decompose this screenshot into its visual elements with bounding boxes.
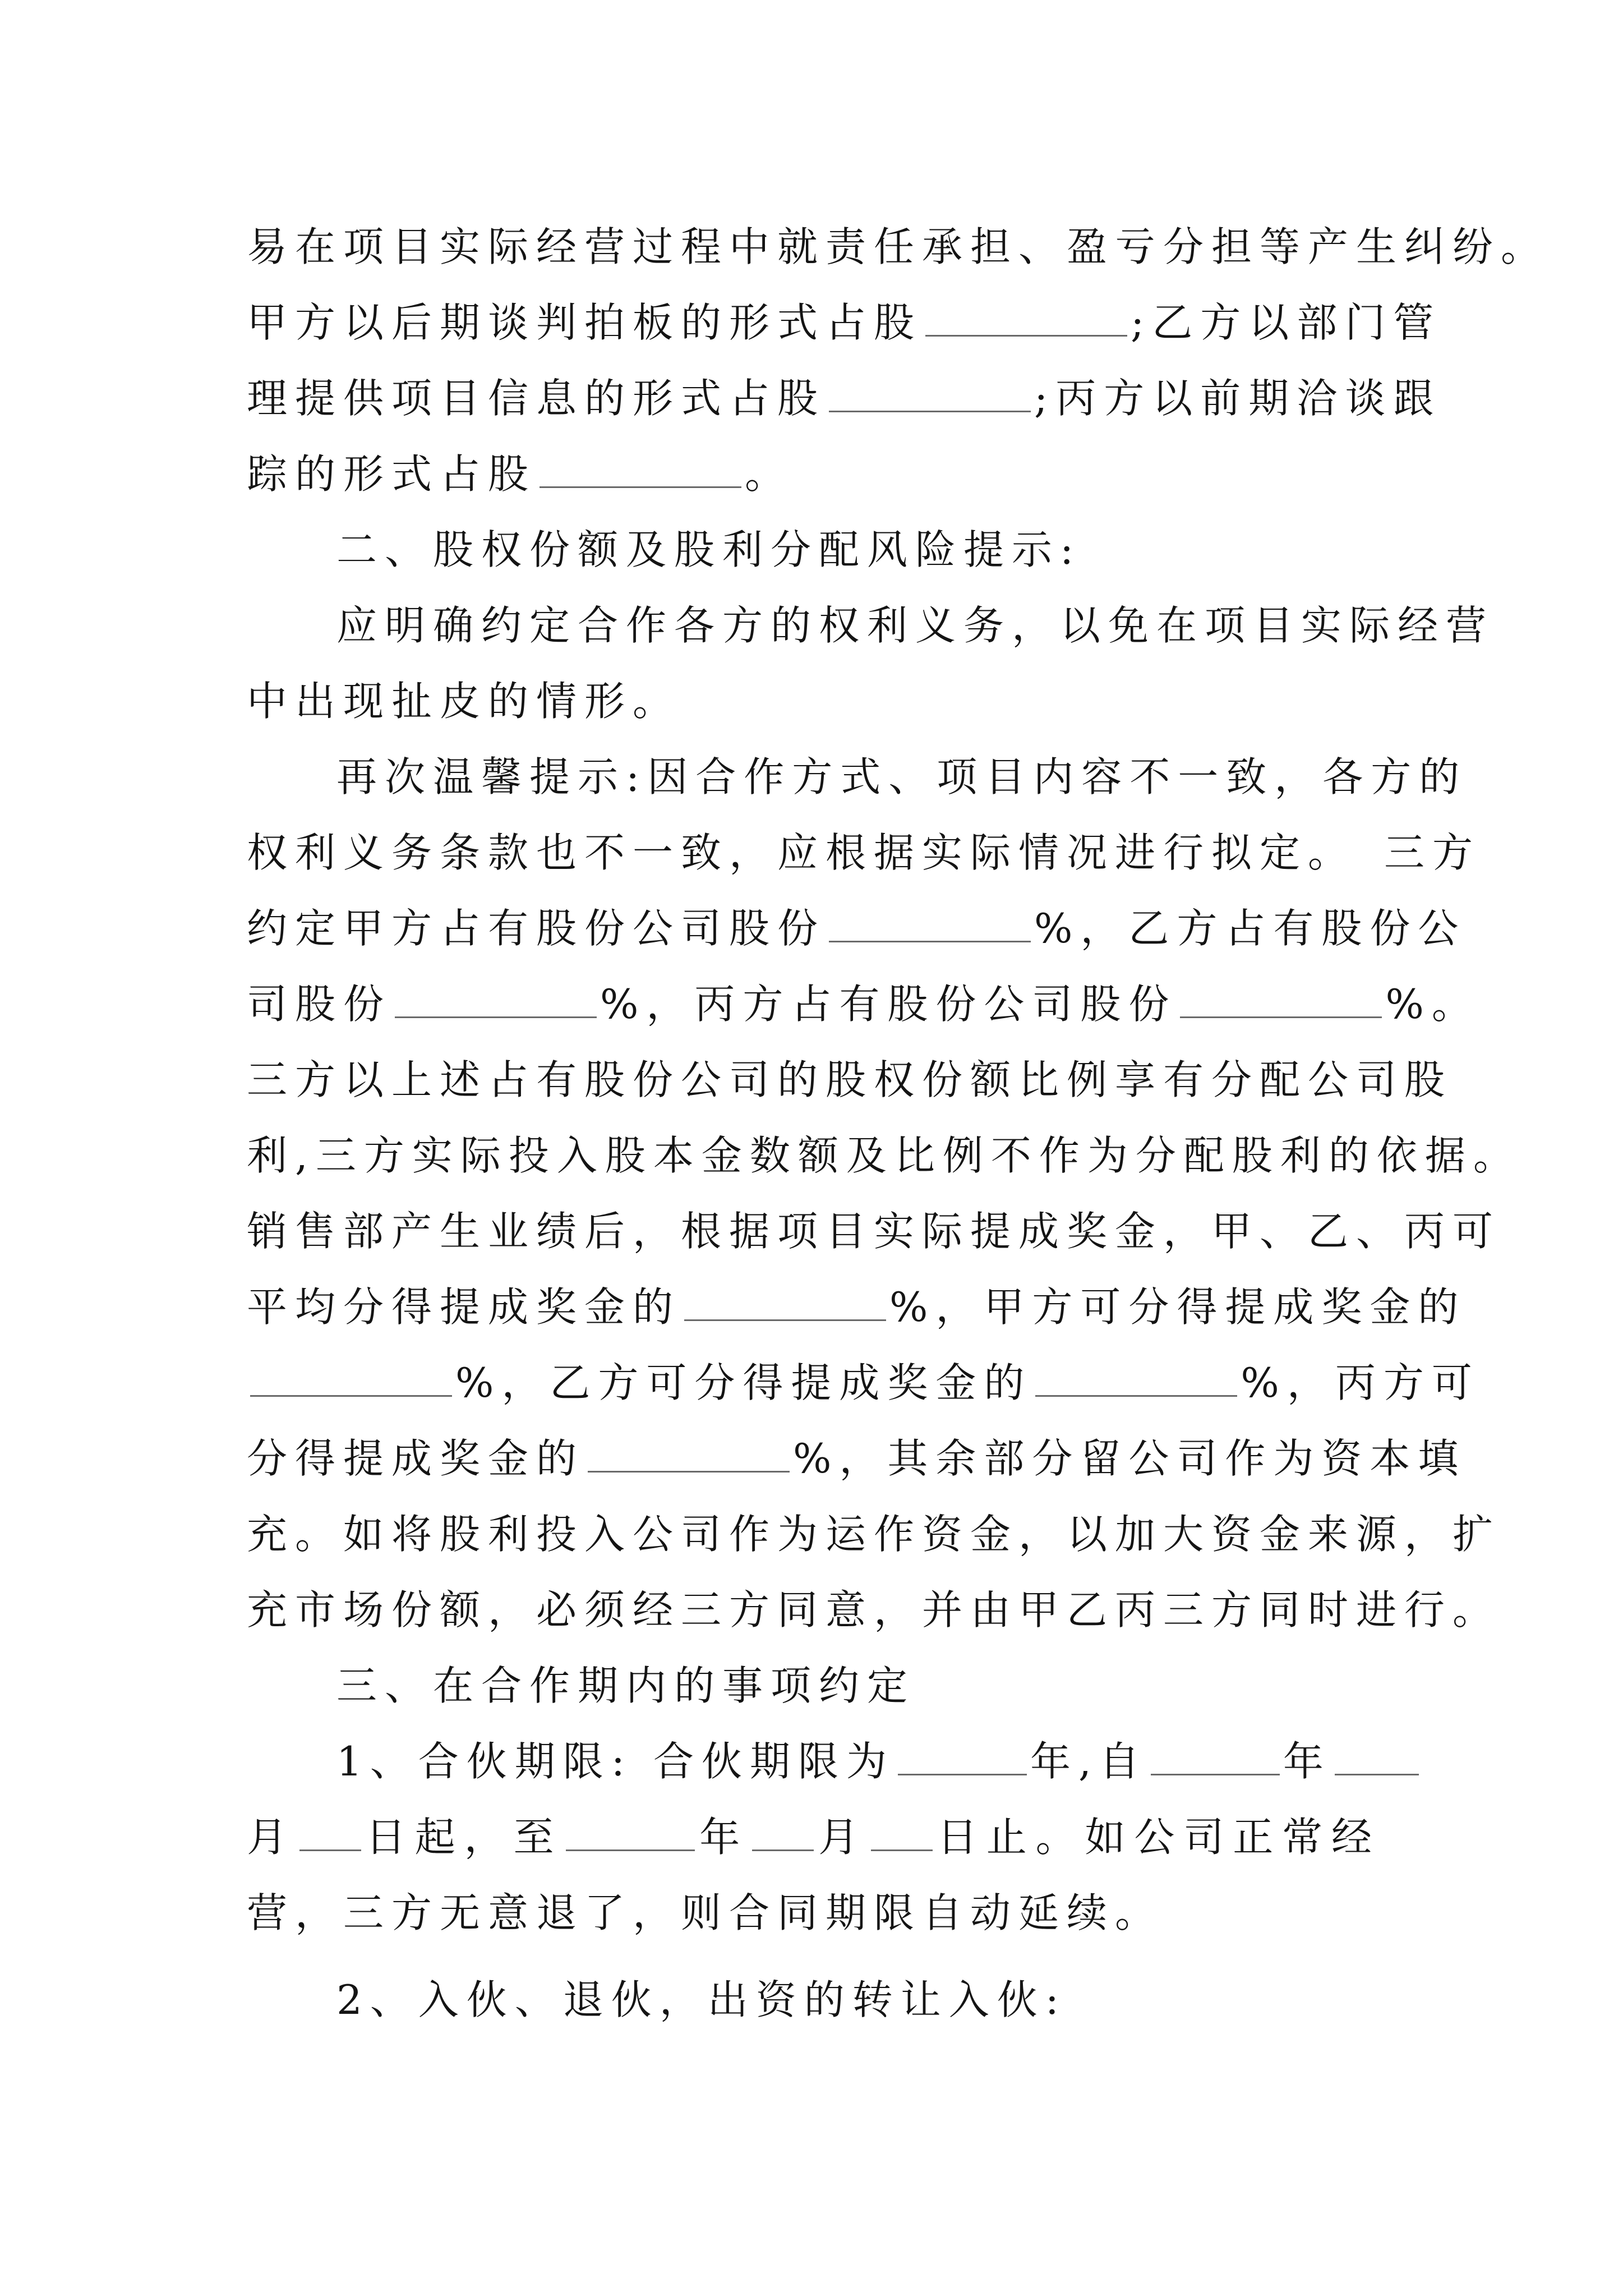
text-segment: 甲方以后期谈判拍板的形式占股 (247, 299, 923, 346)
paragraph-line (336, 740, 1468, 813)
paragraph-line (247, 816, 1481, 889)
text-segment: %。 (1385, 981, 1480, 1028)
fill-in-blank[interactable] (588, 1438, 790, 1473)
paragraph-line (247, 1422, 1467, 1495)
paragraph-line (247, 1801, 1380, 1874)
paragraph-line (247, 362, 1442, 435)
text-segment: %，其余部分留公司作为资本填 (793, 1435, 1467, 1482)
fill-in-blank[interactable] (898, 1741, 1027, 1775)
text-segment: 中出现扯皮的情形。 (247, 678, 681, 725)
text-segment: 年,自 (1030, 1738, 1147, 1785)
text-segment: %，丙方占有股份公司股份 (600, 981, 1177, 1028)
text-segment: 充。如将股利投入公司作为运作资金，以加大资金来源，扩 (247, 1511, 1501, 1558)
text-segment: 平均分得提成奖金的 (247, 1283, 681, 1331)
text-segment: 月 (817, 1814, 868, 1861)
text-segment: %，乙方占有股份公 (1034, 905, 1467, 952)
fill-in-blank[interactable] (829, 378, 1031, 412)
fill-in-blank[interactable] (1335, 1741, 1419, 1775)
text-segment: 三、在合作期内的事项约定 (336, 1662, 916, 1709)
paragraph-line (247, 1119, 1521, 1192)
paragraph-line (247, 1876, 1380, 1949)
text-segment: 日止。如公司正常经 (935, 1814, 1380, 1861)
section-heading (336, 1649, 1380, 1722)
paragraph-line (247, 892, 1467, 965)
text-segment: 三方以上述占有股份公司的股权份额比例享有分配公司股 (247, 1056, 1453, 1103)
text-segment: ;乙方以部门管 (1131, 299, 1442, 346)
text-segment: 司股份 (247, 981, 392, 1028)
paragraph-line (247, 438, 1380, 510)
paragraph-line (336, 1725, 1380, 1798)
text-segment: 销售部产生业绩后，根据项目实际提成奖金，甲、乙、丙可 (247, 1208, 1501, 1255)
section-heading (336, 513, 1380, 586)
fill-in-blank[interactable] (829, 908, 1031, 942)
fill-in-blank[interactable] (1151, 1741, 1280, 1775)
paragraph-line (247, 665, 1380, 738)
fill-in-blank[interactable] (566, 1817, 695, 1851)
text-segment: 营，三方无意退了，则合同期限自动延续。 (247, 1889, 1164, 1936)
text-segment: 理提供项目信息的形式占股 (247, 375, 826, 422)
paragraph-line (247, 1346, 1480, 1419)
fill-in-blank[interactable] (540, 454, 741, 488)
paragraph-line (247, 1043, 1453, 1116)
text-segment: 2、入伙、退伙，出资的转让入伙: (336, 1976, 1067, 2023)
text-segment: 。 (745, 450, 794, 498)
text-segment: 年 (698, 1814, 749, 1861)
text-segment: 易在项目实际经营过程中就责任承担、盈亏分担等产生纠纷。 (247, 223, 1550, 270)
text-segment: 踪的形式占股 (247, 450, 537, 498)
paragraph-line (247, 286, 1442, 359)
fill-in-blank[interactable] (925, 302, 1127, 337)
fill-in-blank[interactable] (395, 984, 597, 1018)
text-segment: 应明确约定合作各方的权利义务，以免在项目实际经营 (336, 602, 1495, 649)
text-segment: 再次温馨提示:因合作方式、项目内容不一致，各方的 (336, 753, 1468, 800)
paragraph-line (247, 1498, 1501, 1571)
text-segment: 日起，至 (364, 1814, 563, 1861)
fill-in-blank[interactable] (1180, 984, 1382, 1018)
text-segment: %，丙方可 (1241, 1359, 1480, 1406)
text-segment: 1、合伙期限: 合伙期限为 (336, 1738, 895, 1785)
text-segment: %，乙方可分得提成奖金的 (455, 1359, 1032, 1406)
paragraph-line (336, 1963, 1380, 2036)
text-segment: 约定甲方占有股份公司股份 (247, 905, 826, 952)
fill-in-blank[interactable] (871, 1817, 933, 1851)
text-segment: 充市场份额，必须经三方同意，并由甲乙丙三方同时进行。 (247, 1586, 1501, 1634)
paragraph-line (247, 1271, 1467, 1343)
text-segment: 二、股权份额及股利分配风险提示: (336, 526, 1082, 573)
paragraph-line (336, 589, 1495, 662)
text-segment: 利,三方实际投入股本金数额及比例不作为分配股利的依据。 (247, 1132, 1521, 1179)
text-segment: 年 (1283, 1738, 1331, 1785)
paragraph-line (247, 1573, 1501, 1646)
text-segment: 权利义务条款也不一致，应根据实际情况进行拟定。 三方 (247, 829, 1481, 876)
fill-in-blank[interactable] (299, 1817, 361, 1851)
fill-in-blank[interactable] (250, 1363, 452, 1397)
paragraph-line (247, 1195, 1501, 1268)
text-segment: 分得提成奖金的 (247, 1435, 585, 1482)
fill-in-blank[interactable] (752, 1817, 814, 1851)
fill-in-blank[interactable] (1035, 1363, 1237, 1397)
fill-in-blank[interactable] (684, 1287, 886, 1321)
text-segment: 月 (247, 1814, 296, 1861)
text-segment: %，甲方可分得提成奖金的 (889, 1283, 1467, 1331)
text-segment: ;丙方以前期洽谈跟 (1034, 375, 1442, 422)
paragraph-line (247, 968, 1480, 1041)
paragraph-line (247, 210, 1550, 283)
